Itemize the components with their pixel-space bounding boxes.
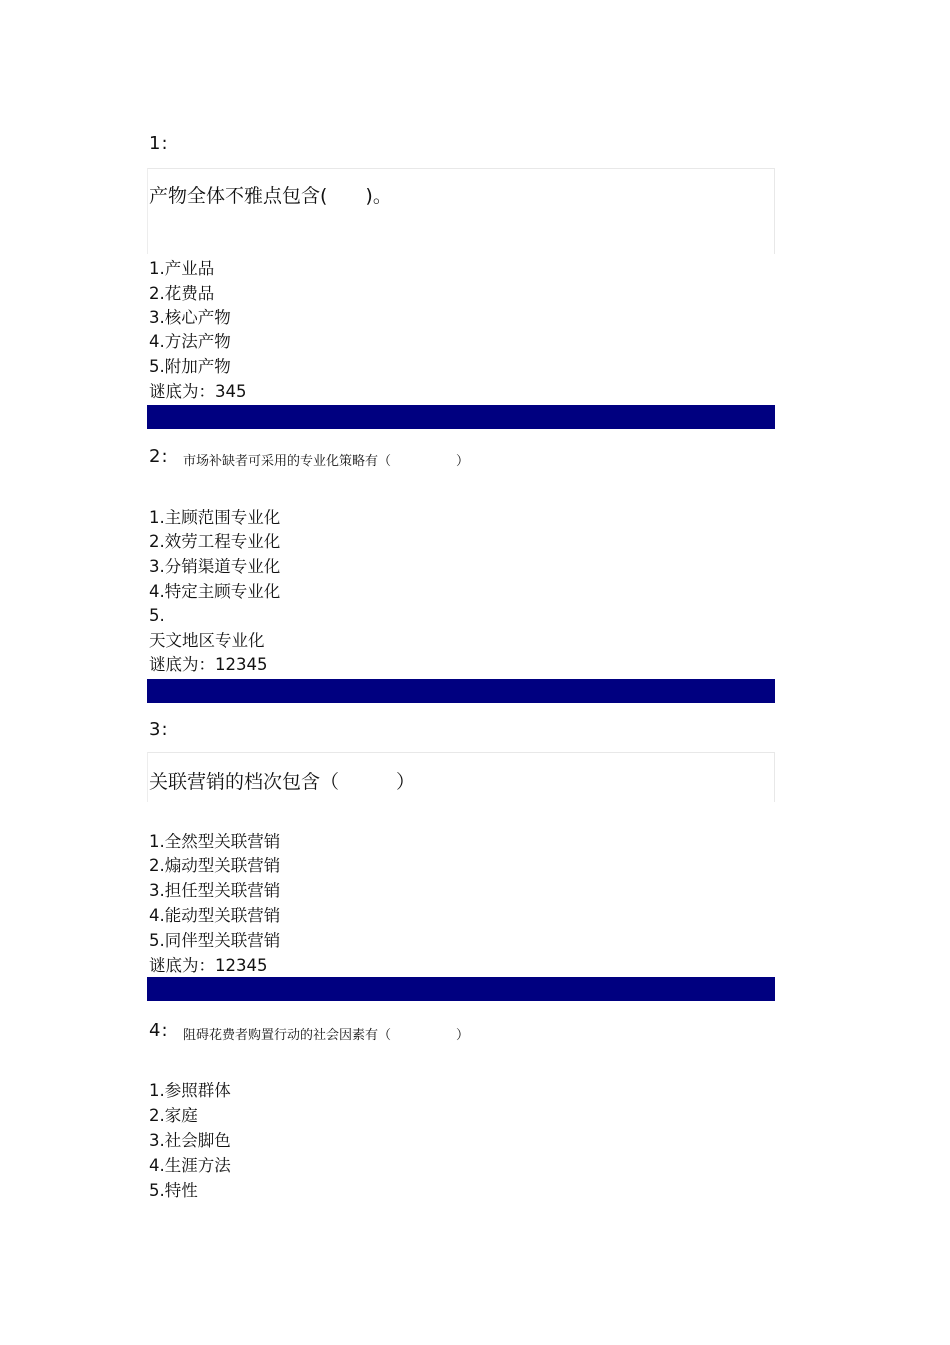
option-4: 4.能动型关联营销 bbox=[149, 906, 281, 925]
question-stem: 阻碍花费者购置行动的社会因素有（ ） bbox=[183, 1028, 470, 1043]
option-5: 5.特性 bbox=[149, 1181, 198, 1200]
option-3: 3.担任型关联营销 bbox=[149, 881, 281, 900]
option-2: 2.花费品 bbox=[149, 284, 215, 303]
option-3: 3.分销渠道专业化 bbox=[149, 557, 281, 576]
option-2: 2.家庭 bbox=[149, 1106, 198, 1125]
option-5-text: 天文地区专业化 bbox=[149, 631, 265, 650]
answer-text: 谜底为：12345 bbox=[149, 956, 268, 975]
option-4: 4.特定主顾专业化 bbox=[149, 582, 281, 601]
option-5: 5.同伴型关联营销 bbox=[149, 931, 281, 950]
answer-text: 谜底为：345 bbox=[149, 382, 247, 401]
option-5: 5.附加产物 bbox=[149, 357, 231, 376]
question-number: 1: bbox=[149, 133, 169, 154]
question-stem: 关联营销的档次包含（ ） bbox=[149, 771, 416, 793]
option-1: 1.产业品 bbox=[149, 259, 215, 278]
option-2: 2.效劳工程专业化 bbox=[149, 532, 281, 551]
option-4: 4.方法产物 bbox=[149, 332, 231, 351]
option-5: 5. bbox=[149, 606, 165, 625]
option-3: 3.社会脚色 bbox=[149, 1131, 231, 1150]
answer-text: 谜底为：12345 bbox=[149, 655, 268, 674]
option-2: 2.煽动型关联营销 bbox=[149, 856, 281, 875]
option-1: 1.全然型关联营销 bbox=[149, 832, 281, 851]
separator-bar bbox=[147, 679, 775, 703]
question-stem: 市场补缺者可采用的专业化策略有（ ） bbox=[183, 454, 470, 469]
option-4: 4.生涯方法 bbox=[149, 1156, 231, 1175]
question-stem: 产物全体不雅点包含( )。 bbox=[149, 185, 392, 207]
question-number: 3: bbox=[149, 719, 169, 740]
option-1: 1.参照群体 bbox=[149, 1081, 231, 1100]
question-stem-box bbox=[147, 752, 775, 802]
question-stem-box bbox=[147, 168, 775, 254]
question-number: 2: bbox=[149, 446, 169, 467]
option-1: 1.主顾范围专业化 bbox=[149, 508, 281, 527]
separator-bar bbox=[147, 977, 775, 1001]
question-number: 4: bbox=[149, 1020, 169, 1041]
option-3: 3.核心产物 bbox=[149, 308, 231, 327]
separator-bar bbox=[147, 405, 775, 429]
